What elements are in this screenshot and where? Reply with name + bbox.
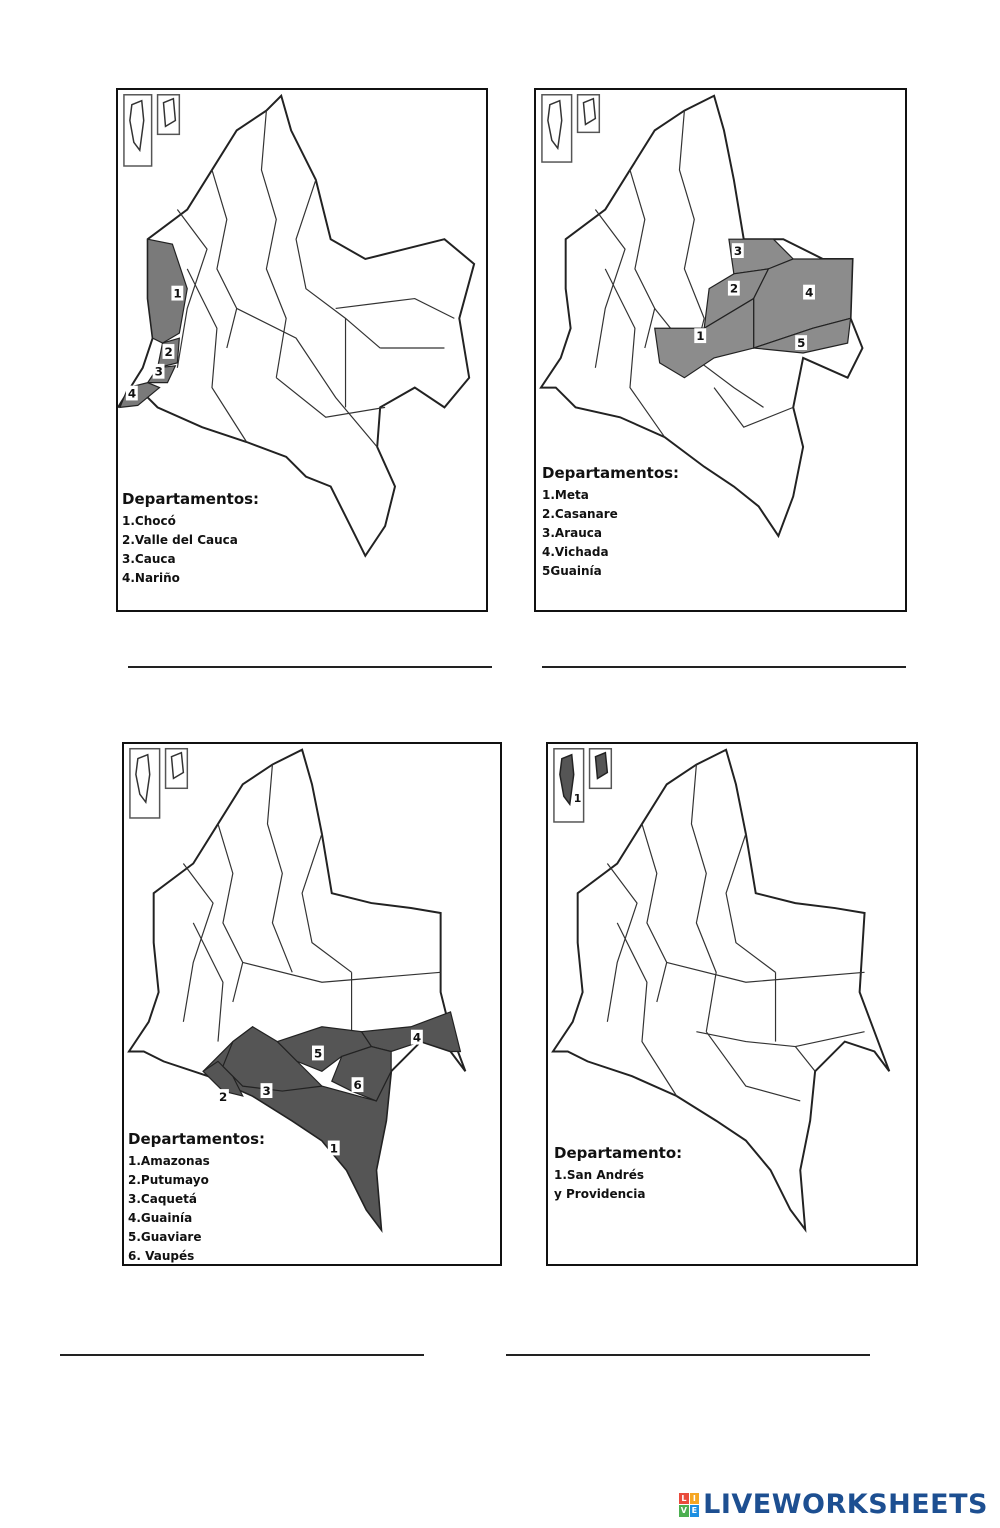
san-andres-island — [130, 101, 144, 150]
legend-item: 2.Putumayo — [128, 1173, 209, 1187]
label-region-4: 4 — [412, 1030, 422, 1045]
answer-input-1[interactable] — [128, 638, 496, 666]
map-insular — [546, 742, 918, 1266]
map-amazonia — [122, 742, 502, 1266]
legend-title: Departamentos: — [128, 1130, 266, 1148]
brand-name: LIVEWORKSHEETS — [703, 1489, 988, 1520]
answer-input-4[interactable] — [506, 1326, 874, 1354]
label-region-4: 4 — [805, 285, 814, 300]
legend-item: 1.Chocó — [122, 514, 176, 528]
legend-pacific — [122, 490, 259, 588]
legend-title: Departamentos: — [122, 490, 260, 508]
legend-item: 3.Caquetá — [128, 1192, 197, 1206]
label-region-1: 1 — [696, 329, 705, 344]
map-orinoquia — [534, 88, 907, 612]
legend-item: 3.Arauca — [542, 526, 602, 540]
liveworksheets-brand[interactable] — [679, 1489, 988, 1520]
legend-item: 5Guainía — [542, 564, 602, 578]
map-pacific — [116, 88, 488, 612]
region-san-andres — [560, 755, 574, 804]
answer-input-2[interactable] — [542, 638, 910, 666]
legend-item: 4.Nariño — [122, 571, 180, 585]
answer-line-4[interactable] — [506, 1354, 870, 1356]
label-region-2: 2 — [218, 1089, 228, 1104]
label-region-3: 3 — [262, 1084, 271, 1099]
liveworksheets-logo-icon — [679, 1493, 699, 1517]
answer-input-3[interactable] — [60, 1326, 428, 1354]
legend-item: 5.Guaviare — [128, 1230, 202, 1244]
logo-letter: E — [690, 1505, 700, 1517]
legend-item: 1.Meta — [542, 488, 589, 502]
san-andres-island — [548, 101, 562, 148]
legend-item: 2.Casanare — [542, 507, 618, 521]
legend-item: 4.Vichada — [542, 545, 609, 559]
legend-item: 1.San Andrés — [554, 1168, 644, 1182]
providencia-island — [171, 753, 183, 779]
label-region-6: 6 — [353, 1078, 362, 1093]
answer-line-3[interactable] — [60, 1354, 424, 1356]
legend-item: 4.Guainía — [128, 1211, 193, 1225]
label-region-4: 4 — [127, 386, 137, 401]
answer-line-1[interactable] — [128, 666, 492, 668]
legend-title: Departamento: — [554, 1144, 683, 1162]
legend-title: Departamentos: — [542, 464, 680, 482]
legend-item: y Providencia — [554, 1187, 646, 1201]
label-region-1: 1 — [573, 792, 582, 806]
legend-item: 6. Vaupés — [128, 1249, 195, 1263]
legend-insular — [554, 1144, 682, 1204]
label-region-5: 5 — [797, 336, 806, 351]
region-providencia — [595, 753, 607, 779]
logo-letter: L — [679, 1493, 689, 1505]
providencia-island — [164, 99, 176, 127]
san-andres-island — [136, 755, 150, 802]
logo-letter: V — [680, 1506, 687, 1515]
legend-item: 1.Amazonas — [128, 1154, 210, 1168]
legend-item: 3.Cauca — [122, 552, 176, 566]
label-region-3: 3 — [154, 364, 163, 379]
label-region-1: 1 — [329, 1141, 339, 1156]
logo-letter: I — [690, 1493, 700, 1505]
label-region-3: 3 — [733, 244, 743, 259]
answer-line-2[interactable] — [542, 666, 906, 668]
label-region-2: 2 — [164, 344, 173, 359]
label-region-1: 1 — [173, 286, 182, 301]
legend-item: 2.Valle del Cauca — [122, 533, 238, 547]
label-region-5: 5 — [313, 1046, 323, 1061]
legend-amazonia — [128, 1130, 265, 1266]
label-region-2: 2 — [729, 281, 739, 296]
providencia-island — [583, 99, 595, 125]
legend-orinoquia — [542, 464, 679, 581]
